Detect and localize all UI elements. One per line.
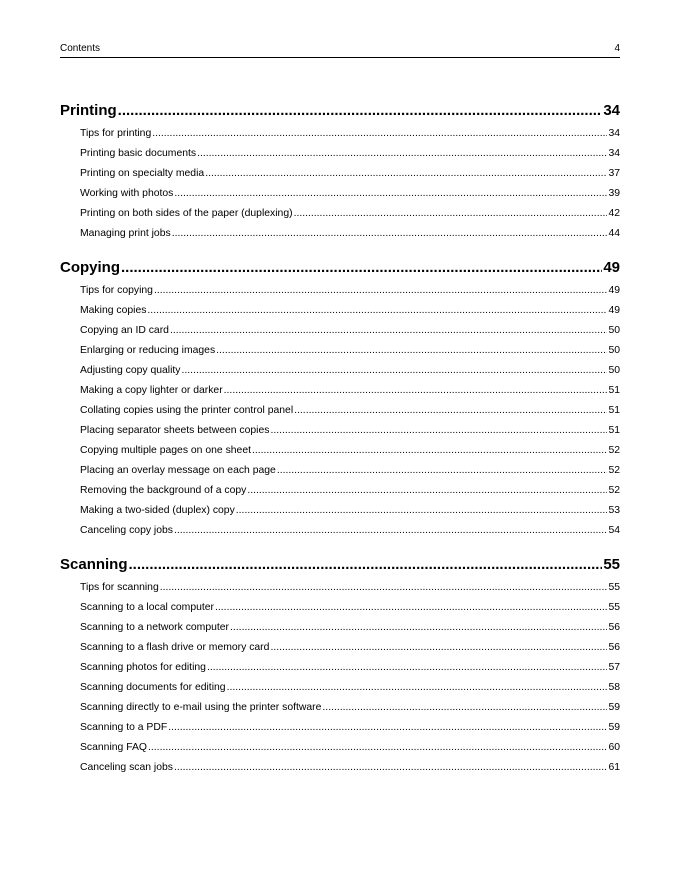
toc-entry-label: Placing separator sheets between copies (80, 425, 270, 436)
toc-entry[interactable] (60, 124, 620, 144)
toc-entry-label: Collating copies using the printer control panel (80, 405, 294, 416)
dot-leader (129, 554, 603, 576)
dot-leader (207, 658, 608, 678)
dot-leader (174, 184, 607, 204)
toc-entry-label: Copying multiple pages on one sheet (80, 445, 251, 456)
toc-entry-page: 50 (608, 345, 620, 356)
dot-leader (118, 100, 603, 122)
dot-leader (174, 758, 607, 778)
toc-entry[interactable] (60, 321, 620, 341)
toc-entry-label: Making a two-sided (duplex) copy (80, 505, 235, 516)
toc-entry-page: 39 (608, 188, 620, 199)
toc-entry-label: Printing on both sides of the paper (duplexing) (80, 208, 293, 219)
section-heading-page: 34 (603, 102, 620, 119)
toc-entry-page: 51 (608, 425, 620, 436)
toc-entry[interactable] (60, 718, 620, 738)
toc-entry-page: 58 (608, 682, 620, 693)
toc-entry-page: 55 (608, 582, 620, 593)
section-heading-page: 55 (603, 556, 620, 573)
toc-section-printing (60, 100, 620, 257)
toc-entry-page: 56 (608, 622, 620, 633)
toc-section-scanning (60, 554, 620, 778)
toc-entry-label: Scanning directly to e-mail using the printer software (80, 702, 322, 713)
toc-entry-label: Tips for printing (80, 128, 152, 139)
toc-entry-label: Managing print jobs (80, 228, 171, 239)
toc-entry[interactable] (60, 204, 620, 224)
dot-leader (160, 578, 608, 598)
toc-entry[interactable] (60, 501, 620, 521)
toc-entry[interactable] (60, 281, 620, 301)
toc-entry-label: Canceling scan jobs (80, 762, 173, 773)
toc-entry[interactable] (60, 618, 620, 638)
dot-leader (147, 301, 607, 321)
toc-entry[interactable] (60, 224, 620, 244)
toc-entry[interactable] (60, 441, 620, 461)
dot-leader (216, 341, 607, 361)
toc-entry-label: Scanning to a local computer (80, 602, 215, 613)
toc-entry-page: 50 (608, 325, 620, 336)
toc-entry-page: 51 (608, 405, 620, 416)
toc-entry[interactable] (60, 421, 620, 441)
toc-entry[interactable] (60, 461, 620, 481)
toc-section-copying (60, 257, 620, 554)
toc-entry[interactable] (60, 578, 620, 598)
toc-entry-label: Scanning to a PDF (80, 722, 168, 733)
dot-leader (277, 461, 608, 481)
toc-entry-page: 59 (608, 722, 620, 733)
dot-leader (236, 501, 608, 521)
toc-entry-page: 51 (608, 385, 620, 396)
toc-entry-page: 56 (608, 642, 620, 653)
toc-entry-label: Tips for scanning (80, 582, 159, 593)
dot-leader (121, 257, 602, 279)
toc-entry-label: Scanning FAQ (80, 742, 148, 753)
header-title: Contents (60, 43, 101, 54)
toc-entry[interactable] (60, 144, 620, 164)
page-header (60, 42, 620, 58)
toc-entry[interactable] (60, 481, 620, 501)
toc-entry[interactable] (60, 361, 620, 381)
toc-entry[interactable] (60, 658, 620, 678)
toc-entry-page: 37 (608, 168, 620, 179)
dot-leader (294, 204, 608, 224)
dot-leader (230, 618, 607, 638)
toc-entry[interactable] (60, 758, 620, 778)
dot-leader (270, 638, 607, 658)
dot-leader (170, 321, 607, 341)
toc-entry-label: Scanning documents for editing (80, 682, 226, 693)
dot-leader (227, 678, 608, 698)
toc-entry-label: Removing the background of a copy (80, 485, 247, 496)
table-of-contents (60, 100, 620, 778)
toc-entry-label: Scanning to a network computer (80, 622, 230, 633)
toc-entry-page: 55 (608, 602, 620, 613)
toc-entry-label: Canceling copy jobs (80, 525, 173, 536)
toc-entry-label: Printing on specialty media (80, 168, 205, 179)
toc-entry[interactable] (60, 598, 620, 618)
dot-leader (152, 124, 607, 144)
dot-leader (197, 144, 607, 164)
dot-leader (215, 598, 607, 618)
section-heading-label: Copying (60, 259, 120, 276)
toc-entry-page: 60 (608, 742, 620, 753)
dot-leader (252, 441, 607, 461)
toc-entry-label: Placing an overlay message on each page (80, 465, 276, 476)
section-heading[interactable] (60, 257, 620, 279)
toc-entry-page: 44 (608, 228, 620, 239)
toc-entry[interactable] (60, 184, 620, 204)
toc-entry-page: 52 (608, 465, 620, 476)
toc-entry[interactable] (60, 381, 620, 401)
toc-entry[interactable] (60, 341, 620, 361)
dot-leader (182, 361, 608, 381)
toc-entry[interactable] (60, 401, 620, 421)
dot-leader (270, 421, 607, 441)
toc-entry-label: Printing basic documents (80, 148, 197, 159)
toc-entry-label: Tips for copying (80, 285, 153, 296)
dot-leader (294, 401, 607, 421)
dot-leader (224, 381, 608, 401)
toc-entry[interactable] (60, 301, 620, 321)
dot-leader (168, 718, 607, 738)
toc-entry-page: 49 (608, 305, 620, 316)
toc-entry[interactable] (60, 738, 620, 758)
dot-leader (205, 164, 607, 184)
toc-entry-label: Working with photos (80, 188, 174, 199)
toc-entry-page: 53 (608, 505, 620, 516)
dot-leader (148, 738, 607, 758)
dot-leader (247, 481, 607, 501)
dot-leader (154, 281, 607, 301)
toc-entry-page: 52 (608, 445, 620, 456)
toc-entry-label: Scanning photos for editing (80, 662, 206, 673)
toc-entry-page: 42 (608, 208, 620, 219)
toc-entry-page: 61 (608, 762, 620, 773)
toc-entry[interactable] (60, 638, 620, 658)
toc-entry[interactable] (60, 698, 620, 718)
header-page-number: 4 (614, 43, 620, 54)
toc-entry-label: Making copies (80, 305, 147, 316)
toc-entry-label: Adjusting copy quality (80, 365, 181, 376)
toc-entry-label: Scanning to a flash drive or memory card (80, 642, 270, 653)
section-heading[interactable] (60, 100, 620, 122)
section-heading-label: Scanning (60, 556, 128, 573)
section-heading-label: Printing (60, 102, 117, 119)
toc-entry[interactable] (60, 678, 620, 698)
section-heading[interactable] (60, 554, 620, 576)
toc-entry-page: 57 (608, 662, 620, 673)
section-heading-page: 49 (603, 259, 620, 276)
toc-entry-page: 34 (608, 148, 620, 159)
toc-entry-page: 54 (608, 525, 620, 536)
dot-leader (322, 698, 607, 718)
dot-leader (172, 224, 608, 244)
toc-entry-page: 34 (608, 128, 620, 139)
toc-entry-page: 59 (608, 702, 620, 713)
toc-entry-label: Copying an ID card (80, 325, 169, 336)
toc-entry-page: 50 (608, 365, 620, 376)
toc-entry-label: Enlarging or reducing images (80, 345, 216, 356)
toc-entry-label: Making a copy lighter or darker (80, 385, 223, 396)
toc-entry-page: 49 (608, 285, 620, 296)
toc-entry[interactable] (60, 164, 620, 184)
dot-leader (174, 521, 607, 541)
toc-entry[interactable] (60, 521, 620, 541)
toc-entry-page: 52 (608, 485, 620, 496)
